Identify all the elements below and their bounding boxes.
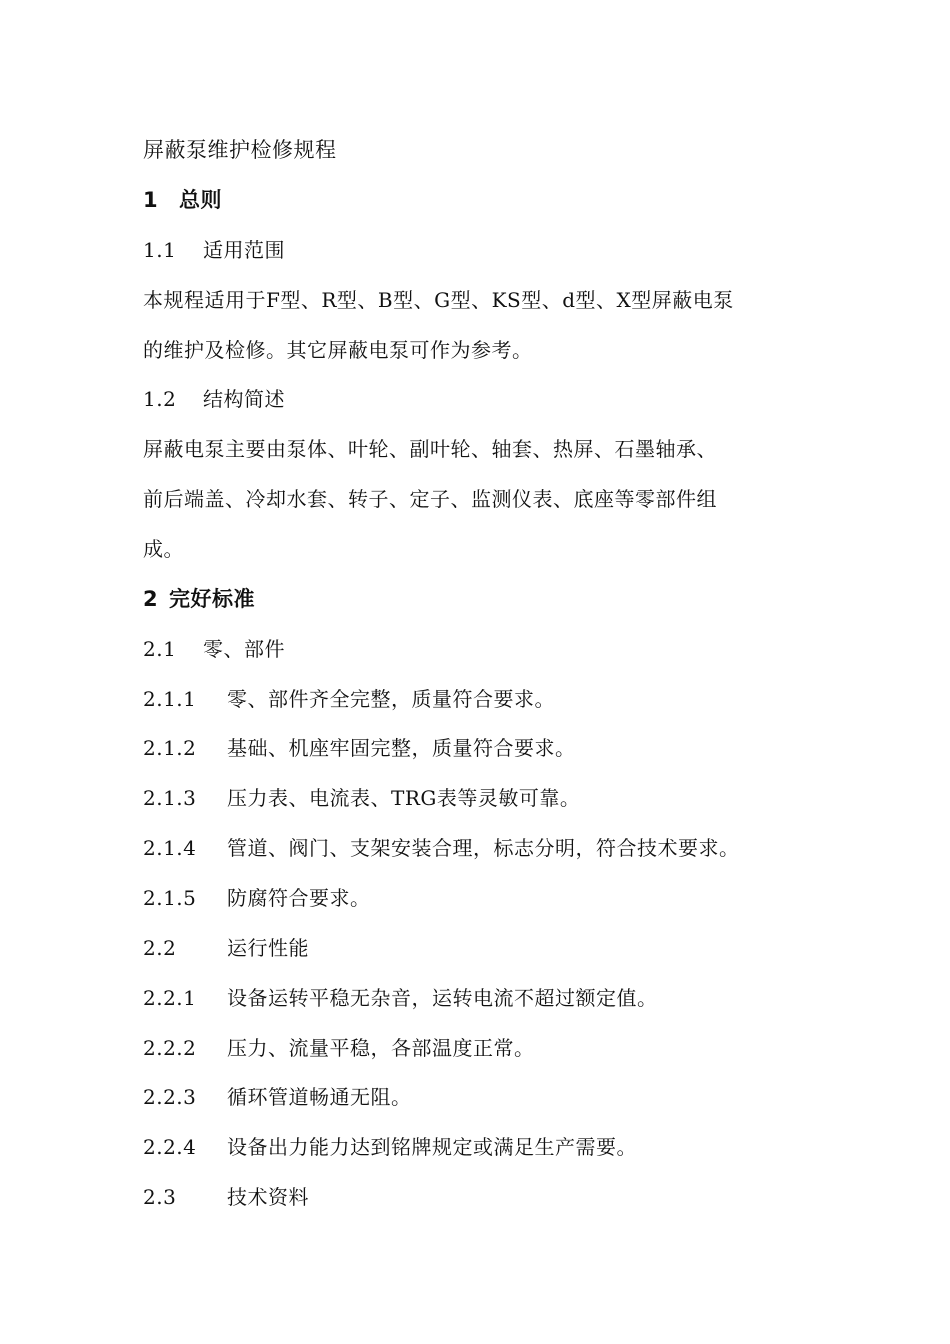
subsection-heading-1-1 (143, 236, 285, 264)
subsection-heading-1-2 (143, 385, 285, 413)
section-heading-text: 完好标准 (169, 587, 255, 611)
paragraph-line: 本规程适用于F型、R型、B型、G型、KS型、d型、X型屏蔽电泵 (143, 288, 734, 312)
subsection-label: 适用范围 (203, 238, 285, 262)
item-number: 2.1.3 (143, 786, 197, 810)
subsection-number: 2.3 (143, 1185, 177, 1209)
list-item (143, 984, 658, 1012)
item-text: 压力表、电流表、TRG表等灵敏可靠。 (227, 786, 581, 810)
paragraph-line: 前后端盖、冷却水套、转子、定子、监测仪表、底座等零部件组 (143, 487, 717, 511)
paragraph-line: 成。 (143, 537, 184, 561)
section-heading-1 (143, 186, 222, 214)
section-heading-2 (143, 585, 255, 613)
item-text: 设备出力能力达到铭牌规定或满足生产需要。 (227, 1135, 637, 1159)
section-heading-text: 总则 (179, 188, 222, 212)
item-number: 2.1.2 (143, 736, 197, 760)
list-item (143, 1034, 535, 1062)
list-item (143, 734, 576, 762)
paragraph-line: 的维护及检修。其它屏蔽电泵可作为参考。 (143, 338, 533, 362)
item-text: 设备运转平稳无杂音，运转电流不超过额定值。 (227, 986, 658, 1010)
item-text: 防腐符合要求。 (227, 886, 371, 910)
subsection-label: 技术资料 (227, 1185, 309, 1209)
item-text: 零、部件齐全完整，质量符合要求。 (227, 687, 555, 711)
item-number: 2.2.4 (143, 1135, 197, 1159)
subsection-label: 结构简述 (203, 387, 285, 411)
item-text: 基础、机座牢固完整，质量符合要求。 (227, 736, 576, 760)
section-number: 2 (143, 587, 159, 611)
section-number: 1 (143, 188, 159, 212)
subsection-heading-2-1 (143, 635, 285, 663)
list-item (143, 884, 371, 912)
item-text: 压力、流量平稳，各部温度正常。 (227, 1036, 535, 1060)
item-number: 2.2.3 (143, 1085, 197, 1109)
item-number: 2.2.1 (143, 986, 197, 1010)
item-text: 管道、阀门、支架安装合理，标志分明，符合技术要求。 (227, 836, 740, 860)
subsection-number: 1.2 (143, 387, 177, 411)
list-item (143, 1133, 637, 1161)
subsection-label: 运行性能 (227, 936, 309, 960)
list-item (143, 1083, 412, 1111)
item-number: 2.1.4 (143, 836, 197, 860)
subsection-number: 2.2 (143, 936, 177, 960)
item-number: 2.2.2 (143, 1036, 197, 1060)
list-item (143, 784, 580, 812)
list-item (143, 685, 555, 713)
list-item (143, 834, 740, 862)
paragraph-line: 屏蔽电泵主要由泵体、叶轮、副叶轮、轴套、热屏、石墨轴承、 (143, 437, 717, 461)
subsection-number: 2.1 (143, 637, 177, 661)
subsection-number: 1.1 (143, 238, 177, 262)
item-text: 循环管道畅通无阻。 (227, 1085, 412, 1109)
item-number: 2.1.5 (143, 886, 197, 910)
item-number: 2.1.1 (143, 687, 197, 711)
subsection-heading-2-2 (143, 934, 309, 962)
subsection-label: 零、部件 (203, 637, 285, 661)
document-title: 屏蔽泵维护检修规程 (143, 138, 337, 162)
subsection-heading-2-3 (143, 1183, 309, 1211)
